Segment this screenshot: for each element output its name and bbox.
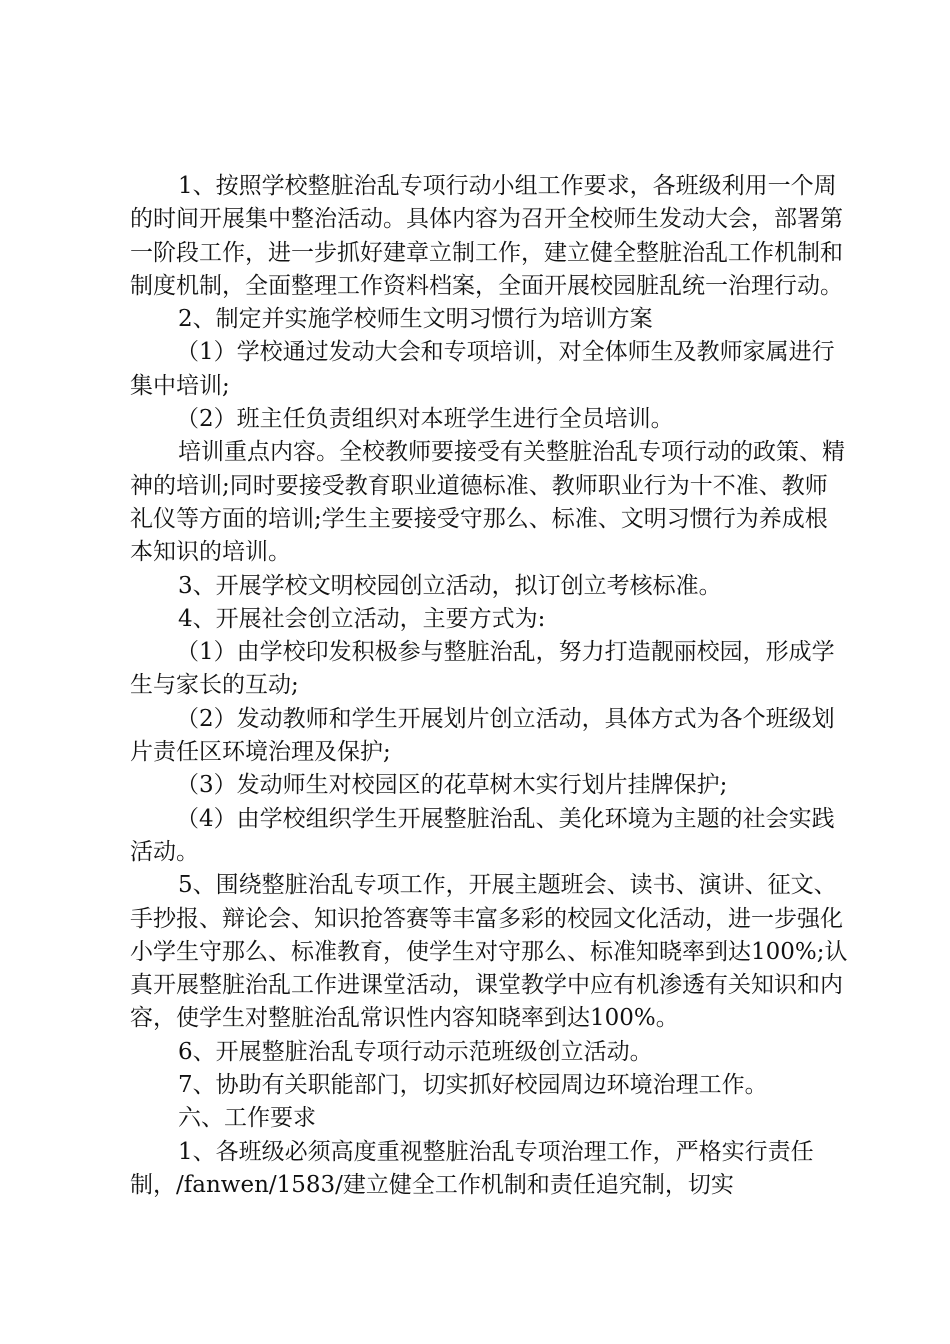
paragraph-requirement-1: 1、各班级必须高度重视整脏治乱专项治理工作，严格实行责任制，/fanwen/1583/建立健全工作机制和责任追究制，切实 xyxy=(130,1138,814,1198)
paragraph-subitem-1: （1）学校通过发动大会和专项培训，对全体师生及教师家属进行集中培训; xyxy=(130,339,835,399)
paragraph-item-7: 7、协助有关职能部门，切实抓好校园周边环境治理工作。 xyxy=(178,1072,768,1099)
paragraph-subitem-4-4: （4）由学校组织学生开展整脏治乱、美化环境为主题的社会实践活动。 xyxy=(130,805,835,865)
paragraph-subitem-4-1: （1）由学校印发积极参与整脏治乱，努力打造靓丽校园，形成学生与家长的互动; xyxy=(130,639,835,699)
paragraph-item-6: 6、开展整脏治乱专项行动示范班级创立活动。 xyxy=(178,1038,653,1065)
paragraph-item-5: 5、围绕整脏治乱专项工作，开展主题班会、读书、演讲、征文、手抄报、辩论会、知识抢答赛等丰富多彩的校园文化活动，进一步强化小学生守那么、标准教育，使学生对守那么、标准知晓率到达100%;认真开展整脏治乱工作进课堂活动，课堂教学中应有机渗透有关知识和内容，使学生对整脏治乱常识性内容知晓率到达100%。 xyxy=(130,872,848,1032)
paragraph-item-3: 3、开展学校文明校园创立活动，拟订创立考核标准。 xyxy=(178,572,722,599)
paragraph-subitem-2: （2）班主任负责组织对本班学生进行全员培训。 xyxy=(176,406,674,433)
document-body xyxy=(130,170,850,1202)
paragraph-item-4: 4、开展社会创立活动，主要方式为: xyxy=(178,605,546,632)
paragraph-subitem-4-3: （3）发动师生对校园区的花草树木实行划片挂牌保护; xyxy=(176,772,728,799)
paragraph-item-1: 1、按照学校整脏治乱专项行动小组工作要求，各班级利用一个周的时间开展集中整治活动。具体内容为召开全校师生发动大会，部署第一阶段工作，进一步抓好建章立制工作，建立健全整脏治乱工作机制和制度机制，全面整理工作资料档案，全面开展校园脏乱统一治理行动。 xyxy=(130,173,843,299)
paragraph-subitem-4-2: （2）发动教师和学生开展划片创立活动，具体方式为各个班级划片责任区环境治理及保护; xyxy=(130,705,835,766)
paragraph-item-2: 2、制定并实施学校师生文明习惯行为培训方案 xyxy=(178,306,653,333)
paragraph-training-focus: 培训重点内容。全校教师要接受有关整脏治乱专项行动的政策、精神的培训;同时要接受教育职业道德标准、教师职业行为十不准、教师礼仪等方面的培训;学生主要接受守那么、标准、文明习惯行为养成根本知识的培训。 xyxy=(130,439,845,566)
section-heading-work-requirements: 六、工作要求 xyxy=(178,1105,316,1132)
